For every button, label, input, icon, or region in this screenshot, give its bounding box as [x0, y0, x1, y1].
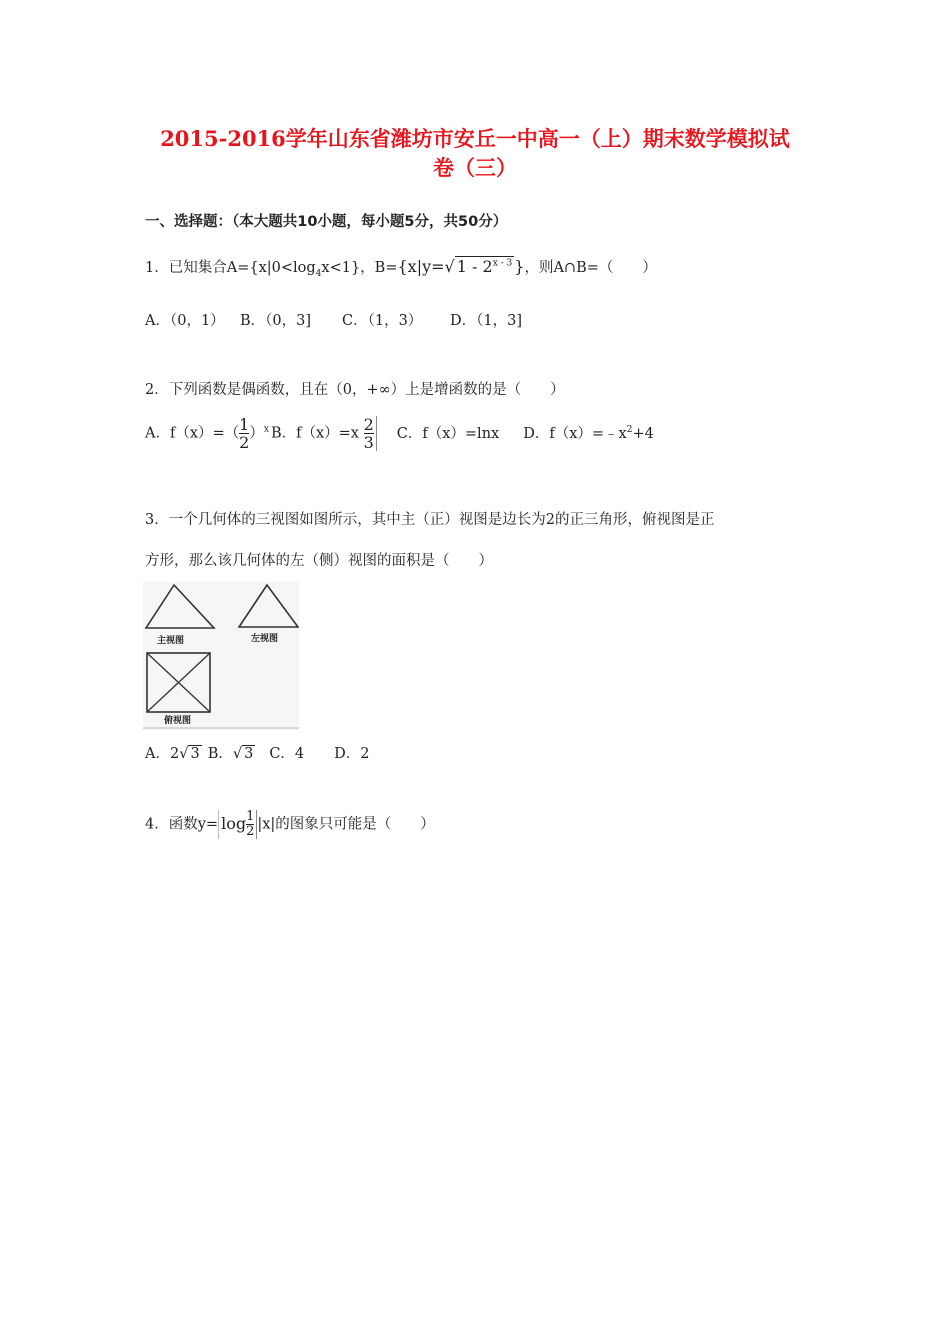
q1-option-d[interactable]: D．（1，3] — [450, 313, 522, 329]
q1-option-c[interactable]: C．（1，3） — [342, 313, 423, 329]
top-view-label: 俯视图 — [164, 716, 192, 726]
q4-suffix: |x|的图象只可能是（ ） — [257, 816, 435, 833]
q2-option-b[interactable]: B．f（x）=x $\frac{2}{3}$ — [271, 416, 377, 451]
q1-option-b[interactable]: B．（0，3] — [240, 313, 312, 329]
q2-options — [145, 416, 654, 451]
three-view-drawing — [143, 582, 299, 730]
question-4 — [145, 810, 435, 839]
q1-set-b: {x|y=√ 1 - 2$^{x - 3}$ } — [397, 257, 525, 276]
q1-options — [145, 309, 522, 330]
question-1 — [145, 256, 657, 279]
q3-option-a[interactable]: A．2√ 3 — [145, 746, 200, 762]
q1-text-a: 1．已知集合A={x|0<log — [145, 260, 316, 276]
q3-option-d[interactable]: D．2 — [334, 746, 370, 762]
side-view-label: 左视图 — [251, 634, 279, 644]
question-3-line1: 3．一个几何体的三视图如图所示，其中主（正）视图是边长为2的正三角形，俯视图是正 — [145, 512, 715, 528]
q2-option-c[interactable]: C．f（x）=lnx — [396, 425, 500, 442]
q3-options — [145, 742, 370, 763]
section-heading: 一、选择题：（本大题共10小题，每小题5分，共50分） — [145, 214, 508, 230]
q4-prefix: 4．函数y= — [145, 816, 219, 833]
q4-log-expression: log $\frac{1}{2}$ — [218, 810, 257, 839]
q2-option-a[interactable]: A．f（x）=（ $\frac{1}{2}$ ）$^x$ — [145, 415, 269, 452]
front-view-label: 主视图 — [157, 636, 185, 646]
q1-text-b: x<1}，B= — [321, 260, 398, 276]
three-view-figure — [143, 582, 299, 730]
q1-text-c: ，则A∩B=（ ） — [524, 260, 657, 276]
document-title-line1: 2015-2016学年山东省潍坊市安丘一中高一（上）期末数学模拟试 — [160, 126, 790, 151]
q1-log-base: 4 — [315, 268, 322, 279]
q3-option-c[interactable]: C．4 — [269, 746, 305, 762]
document-title-line2: 卷（三） — [433, 155, 517, 180]
question-2: 2．下列函数是偶函数，且在（0，+∞）上是增函数的是（ ） — [145, 382, 565, 398]
question-3-line2: 方形，那么该几何体的左（侧）视图的面积是（ ） — [145, 553, 493, 569]
q3-option-b[interactable]: B．√ 3 — [207, 746, 254, 762]
q2-option-d[interactable]: D．$f(x)=﹣x^2+4$ — [523, 424, 654, 442]
q1-option-a[interactable]: A．（0，1） — [145, 313, 225, 329]
